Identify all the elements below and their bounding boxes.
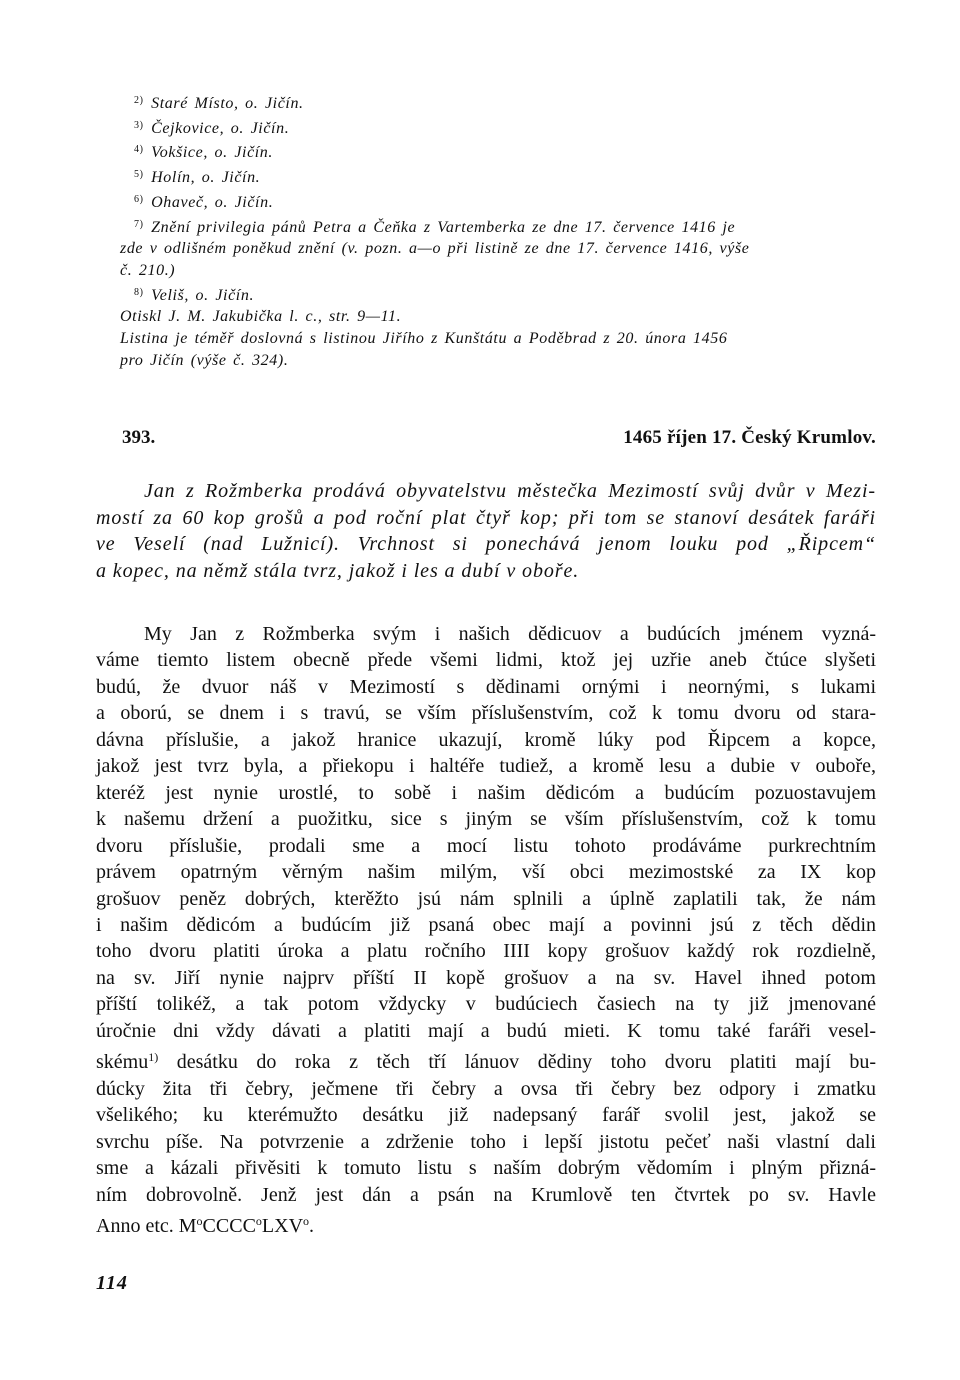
body-text-fragment: skému bbox=[96, 1051, 149, 1074]
footnote-mark: 8) bbox=[134, 286, 144, 298]
footnote-text: Holín, o. Jičín. bbox=[151, 169, 261, 187]
footnote-7-line-3: č. 210.) bbox=[120, 261, 176, 279]
page-number: 114 bbox=[96, 1272, 128, 1294]
footnote-mark: 4) bbox=[134, 144, 144, 156]
body-line: na sv. Jiří nynie najprv příští II kopě grošuov a na sv. Havel ihned potom bbox=[96, 966, 876, 989]
regest-line: Jan z Rožmberka prodává obyvatelstvu městečka Mezimostí svůj dvůr v Mezi- bbox=[144, 480, 876, 502]
regest-line: ve Veselí (nad Lužnicí). Vrchnost si ponechává jenom louku pod „Řipcem“ bbox=[96, 533, 876, 556]
superscript-o: o bbox=[196, 1213, 203, 1228]
body-line-with-footnote bbox=[96, 1044, 876, 1075]
year-fragment: . bbox=[309, 1214, 315, 1237]
charter-note-line-2: pro Jičín (výše č. 324). bbox=[120, 351, 289, 369]
footnote-text: Veliš, o. Jičín. bbox=[151, 286, 255, 304]
footnote-mark: 3) bbox=[134, 119, 144, 131]
body-line: dúcky žita tři čebry, ječmene tři čebry a ovsa tři čebry bez odpory i zmatku bbox=[96, 1077, 876, 1100]
year-fragment: CCCC bbox=[202, 1214, 256, 1237]
body-line: jakož jest tvrz byla, a přiekopu i haltéře tudiež, a kromě lesu a dubie v ouboře, bbox=[96, 755, 876, 778]
footnote-text: Staré Místo, o. Jičín. bbox=[151, 95, 304, 112]
body-line: sme a kázali přivěsiti k tomuto listu s naším dobrým vědomím i plným přizná- bbox=[96, 1157, 876, 1180]
body-line: k našemu držení a puožitku, sice s jiným se vším příslušenstvím, což k tomu bbox=[96, 808, 876, 831]
year-fragment: LXV bbox=[261, 1214, 304, 1237]
footnote-8 bbox=[120, 282, 876, 307]
regest-line: mostí za 60 kop grošů a pod roční plat čtyř kop; při tom se stanoví desátek faráři bbox=[96, 506, 876, 529]
body-line: úročnie dni vždy dávati a platiti mají a budú mieti. K tomu také faráři vesel- bbox=[96, 1019, 876, 1042]
document-heading bbox=[96, 427, 876, 449]
footnote-text: Ohaveč, o. Jičín. bbox=[151, 193, 274, 211]
footnotes-block bbox=[120, 90, 876, 371]
footnote-reference: 1) bbox=[148, 1050, 159, 1065]
charter-text bbox=[96, 621, 876, 1239]
body-line: grošuov peněz dobrých, kterěžto jsú nám splnili a úplně zaplatili tak, že nám bbox=[96, 887, 876, 910]
body-line: právem opatrným věrným našim milým, vší obci mezimostské za IX kop bbox=[96, 861, 876, 884]
body-line: kteréž jest nynie urostlé, to sobě i našim dědicóm a budúcím pozuostavujem bbox=[96, 781, 876, 804]
footnote-5 bbox=[120, 164, 876, 189]
body-line: svrchu píše. Na potvrzenie a zdrženie toho i lepší jistotu pečeť naši vlastní dali bbox=[96, 1130, 876, 1153]
body-line: ním dobrovolně. Jenž jest dán a psán na Krumlově ten čtvrtek po sv. Havle bbox=[96, 1183, 876, 1206]
footnote-text: Znění privilegia pánů Petra a Čeňka z Vartemberka ze dne 17. července 1416 je bbox=[151, 218, 736, 236]
document-number: 393. bbox=[122, 427, 156, 448]
body-line: My Jan z Rožmberka svým i našich dědicuov a budúcích jménem vyzná- bbox=[144, 623, 876, 645]
footnote-mark: 2) bbox=[134, 95, 144, 106]
charter-note-line-1: Listina je téměř doslovná s listinou Jiřího z Kunštátu a Poděbrad z 20. února 1456 bbox=[120, 330, 728, 348]
footnote-4 bbox=[120, 139, 876, 164]
regest-line: a kopec, na němž stála tvrz, jakož i les a dubí v oboře. bbox=[96, 559, 580, 582]
body-line: i našim dědicóm a budúcím již psaná obec mají a povinni jsú z těch dědin bbox=[96, 913, 876, 936]
body-line: budú, že dvuor náš v Mezimostí s dědinami ornými i neornými, s lukami bbox=[96, 675, 876, 698]
date-place: 1465 říjen 17. Český Krumlov. bbox=[623, 427, 876, 448]
body-line: váme tiemto listem obecně přede všemi lidmi, ktož jej uzřie aneb čtúce slyšeti bbox=[96, 649, 876, 672]
footnote-7-line-1 bbox=[120, 214, 876, 239]
regest-summary bbox=[96, 478, 876, 584]
print-reference: Otiskl J. M. Jakubička l. c., str. 9—11. bbox=[120, 308, 402, 326]
footnote-mark: 5) bbox=[134, 169, 144, 181]
footnote-text: Vokšice, o. Jičín. bbox=[151, 144, 274, 162]
body-line: příští tolikéž, a tak potom vždycky v budúciech časiech na ty již jmenované bbox=[96, 993, 876, 1016]
footnote-mark: 6) bbox=[134, 193, 144, 205]
footnote-7-line-2: zde v odlišném poněkud znění (v. pozn. a—o při listině ze dne 17. července 1416, výše bbox=[120, 240, 750, 258]
body-line: toho dvoru platiti úroka a platu ročního IIII kopy grošuov každý rok rozdielně, bbox=[96, 940, 876, 963]
footnote-2 bbox=[120, 90, 876, 115]
footnote-mark: 7) bbox=[134, 218, 144, 230]
body-line: a oború, se dnem i s travú, se vším příslušenstvím, což k tomu dvoru od stara- bbox=[96, 702, 876, 725]
superscript-o: o bbox=[255, 1213, 262, 1228]
footnote-3 bbox=[120, 115, 876, 140]
footnote-6 bbox=[120, 189, 876, 214]
date-line bbox=[96, 1208, 876, 1239]
superscript-o: o bbox=[303, 1213, 310, 1228]
body-line: všelikého; ku kterémužto desátku již nadepsaný farář svolil jest, jakož se bbox=[96, 1104, 876, 1127]
year-fragment: Anno etc. M bbox=[96, 1214, 197, 1237]
body-text-fragment: desátku do roka z těch tří lánuov dědiny toho dvoru platiti mají bu- bbox=[158, 1051, 876, 1074]
body-line: dvoru příslušie, prodali sme a mocí listu tohoto prodáváme purkrechtním bbox=[96, 834, 876, 857]
body-line: dávna příslušie, a jakož hranice ukazují, kromě lúky pod Řipcem a kopce, bbox=[96, 728, 876, 751]
footnote-text: Čejkovice, o. Jičín. bbox=[151, 119, 290, 137]
